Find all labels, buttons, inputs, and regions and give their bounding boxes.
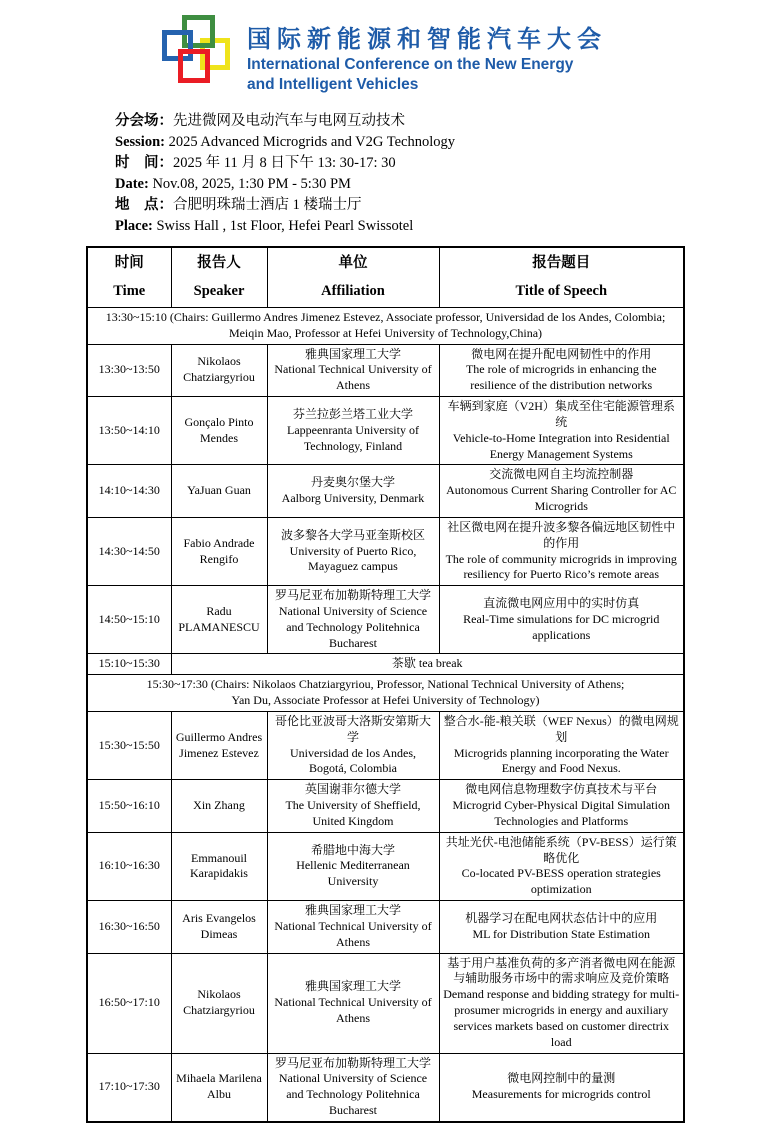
talk-row xyxy=(87,711,684,779)
talk-time-cell: 13:30~13:50 xyxy=(87,344,171,396)
schedule-table-wrap xyxy=(86,246,765,1123)
conference-brand-header xyxy=(0,0,765,95)
talk-title-en: Autonomous Current Sharing Controller for AC Microgrids xyxy=(446,483,677,514)
talk-row xyxy=(87,397,684,465)
talk-title-cn: 共址光伏-电池储能系统（PV-BESS）运行策略优化 xyxy=(445,834,677,865)
talk-row xyxy=(87,953,684,1053)
talk-row xyxy=(87,517,684,585)
header-speaker xyxy=(171,247,267,308)
talk-speaker-cell: Guillermo Andres Jimenez Estevez xyxy=(171,711,267,779)
header-speaker-cn: 报告人 xyxy=(197,254,241,271)
affiliation-cn: 哥伦比亚波哥大洛斯安第斯大学 xyxy=(274,713,431,744)
talk-speaker-cell: Emmanouil Karapidakis xyxy=(171,832,267,900)
header-title xyxy=(439,247,684,308)
conference-title-cn: 国际新能源和智能汽车大会 xyxy=(247,27,607,53)
talk-time-cell: 15:50~16:10 xyxy=(87,780,171,832)
header-affiliation-en: Affiliation xyxy=(321,282,385,299)
talk-title-cn: 微电网在提升配电网韧性中的作用 xyxy=(471,346,652,361)
break-row xyxy=(87,654,684,675)
header-time-en: Time xyxy=(113,282,146,299)
talk-title-cn: 整合水-能-粮关联（WEF Nexus）的微电网规划 xyxy=(443,713,679,744)
talk-title-cn: 交流微电网自主均流控制器 xyxy=(489,467,634,482)
place-label-en: Place: xyxy=(115,217,153,234)
affiliation-en: National Technical University of Athens xyxy=(274,362,432,393)
affiliation-cn: 英国谢菲尔德大学 xyxy=(304,782,401,797)
talk-affiliation-cell xyxy=(267,465,439,517)
conference-title-en-line1: International Conference on the New Energy xyxy=(247,56,574,73)
talk-affiliation-cell xyxy=(267,517,439,585)
schedule-table-head xyxy=(87,247,684,308)
session-info-block xyxy=(115,111,765,237)
talk-row xyxy=(87,586,684,654)
talk-title-cell xyxy=(439,344,684,396)
session-line-cn xyxy=(115,111,765,132)
talk-title-cell xyxy=(439,780,684,832)
talk-time-cell: 17:10~17:30 xyxy=(87,1053,171,1122)
date-label-en: Date: xyxy=(115,175,149,192)
talk-speaker-cell: Radu PLAMANESCU xyxy=(171,586,267,654)
date-value-en: Nov.08, 2025, 1:30 PM - 5:30 PM xyxy=(148,175,351,192)
session-label-en: Session: xyxy=(115,133,165,150)
affiliation-en: National University of Science and Technology Politehnica Bucharest xyxy=(278,603,428,650)
affiliation-en: Hellenic Mediterranean University xyxy=(296,858,410,889)
talk-row xyxy=(87,465,684,517)
talk-affiliation-cell xyxy=(267,397,439,465)
schedule-table-body xyxy=(87,307,684,1121)
talk-title-en: ML for Distribution State Estimation xyxy=(472,926,651,941)
talk-affiliation-cell xyxy=(267,344,439,396)
talk-row xyxy=(87,344,684,396)
chair-line-text: Yan Du, Associate Professor at Hefei University of Technology) xyxy=(231,693,540,708)
affiliation-cn: 罗马尼亚布加勒斯特理工大学 xyxy=(274,1055,431,1070)
affiliation-cn: 雅典国家理工大学 xyxy=(304,979,401,994)
talk-title-cn: 车辆到家庭（V2H）集成至住宅能源管理系统 xyxy=(447,399,675,429)
header-title-en: Title of Speech xyxy=(515,282,608,299)
place-line-en xyxy=(115,216,765,237)
talk-time-cell: 14:50~15:10 xyxy=(87,586,171,654)
session-line-en xyxy=(115,132,765,153)
conference-title-block xyxy=(247,13,607,95)
talk-time-cell: 14:30~14:50 xyxy=(87,517,171,585)
header-affiliation-cn: 单位 xyxy=(338,254,368,271)
talk-time-cell: 15:30~15:50 xyxy=(87,711,171,779)
talk-title-en: Real-Time simulations for DC microgrid applications xyxy=(463,611,660,642)
session-chairs-cell xyxy=(87,675,684,712)
session-label-cn: 分会场： xyxy=(115,112,173,129)
talk-time-cell: 16:50~17:10 xyxy=(87,953,171,1053)
session-value-cn: 先进微网及电动汽车与电网互动技术 xyxy=(173,112,405,129)
place-line-cn xyxy=(115,195,765,216)
break-time-cell: 15:10~15:30 xyxy=(87,654,171,675)
affiliation-en: National Technical University of Athens xyxy=(274,995,432,1025)
logo-red-square xyxy=(178,49,210,83)
chair-row xyxy=(87,675,684,712)
affiliation-cn: 雅典国家理工大学 xyxy=(304,346,401,361)
talk-affiliation-cell xyxy=(267,780,439,832)
talk-time-cell: 16:10~16:30 xyxy=(87,832,171,900)
session-value-en: 2025 Advanced Microgrids and V2G Technology xyxy=(164,133,455,150)
conference-logo-icon xyxy=(158,13,238,91)
talk-affiliation-cell xyxy=(267,901,439,953)
talk-title-cell xyxy=(439,1053,684,1122)
date-line-en xyxy=(115,174,765,195)
talk-title-en: Microgrid Cyber-Physical Digital Simulation Technologies and Platforms xyxy=(452,798,670,828)
chair-line-text: 15:30~17:30 (Chairs: Nikolaos Chatziargyriou, Professor, National Technical University of Athens; xyxy=(146,677,625,692)
session-chairs-cell xyxy=(87,307,684,344)
talk-title-cell xyxy=(439,586,684,654)
affiliation-cn: 丹麦奥尔堡大学 xyxy=(310,475,395,490)
header-title-cn: 报告题目 xyxy=(532,254,591,271)
talk-affiliation-cell xyxy=(267,832,439,900)
time-label-cn: 时 间： xyxy=(115,154,173,171)
schedule-table xyxy=(86,246,685,1123)
talk-title-cn: 微电网控制中的量测 xyxy=(507,1071,616,1086)
affiliation-cn: 希腊地中海大学 xyxy=(310,842,395,857)
header-speaker-en: Speaker xyxy=(193,282,245,299)
talk-title-cell xyxy=(439,517,684,585)
talk-speaker-cell: Fabio Andrade Rengifo xyxy=(171,517,267,585)
talk-title-cn: 微电网信息物理数字仿真技术与平台 xyxy=(465,782,658,797)
talk-title-cn: 基于用户基准负荷的多产消者微电网在能源与辅助服务市场中的需求响应及竞价策略 xyxy=(447,955,676,986)
header-row xyxy=(87,247,684,308)
header-affiliation xyxy=(267,247,439,308)
talk-affiliation-cell xyxy=(267,953,439,1053)
affiliation-en: National Technical University of Athens xyxy=(274,918,432,949)
place-label-cn: 地 点： xyxy=(115,196,173,213)
talk-title-cn: 直流微电网应用中的实时仿真 xyxy=(483,596,640,611)
talk-title-en: The role of community microgrids in improving resiliency for Puerto Rico’s remote areas xyxy=(445,551,677,582)
talk-time-cell: 16:30~16:50 xyxy=(87,901,171,953)
affiliation-en: Universidad de los Andes, Bogotá, Colombia xyxy=(290,745,416,776)
talk-speaker-cell: Nikolaos Chatziargyriou xyxy=(171,344,267,396)
affiliation-cn: 芬兰拉彭兰塔工业大学 xyxy=(292,406,413,421)
header-time xyxy=(87,247,171,308)
talk-row xyxy=(87,901,684,953)
chair-line-text: 13:30~15:10 (Chairs: Guillermo Andres Jimenez Estevez, Associate professor, Universidad de los Andes, Colombia; xyxy=(105,309,666,324)
talk-time-cell: 13:50~14:10 xyxy=(87,397,171,465)
talk-title-cell xyxy=(439,711,684,779)
talk-affiliation-cell xyxy=(267,586,439,654)
talk-speaker-cell: Aris Evangelos Dimeas xyxy=(171,901,267,953)
time-line-cn xyxy=(115,153,765,174)
talk-speaker-cell: Gonçalo Pinto Mendes xyxy=(171,397,267,465)
talk-title-cn: 社区微电网在提升波多黎各偏远地区韧性中的作用 xyxy=(447,519,676,550)
talk-title-en: The role of microgrids in enhancing the resilience of the distribution networks xyxy=(465,362,657,393)
talk-title-en: Microgrids planning incorporating the Water Energy and Food Nexus. xyxy=(453,745,669,776)
affiliation-cn: 波多黎各大学马亚奎斯校区 xyxy=(280,527,425,542)
place-value-en: Swiss Hall , 1st Floor, Hefei Pearl Swissotel xyxy=(152,217,414,234)
talk-title-cell xyxy=(439,465,684,517)
talk-title-cell xyxy=(439,901,684,953)
affiliation-en: The University of Sheffield, United Kingdom xyxy=(285,798,421,828)
time-value-cn: 2025 年 11 月 8 日下午 13: 30-17: 30 xyxy=(173,154,396,171)
talk-speaker-cell: YaJuan Guan xyxy=(171,465,267,517)
conference-title-en-line2: and Intelligent Vehicles xyxy=(247,76,419,94)
affiliation-en: Aalborg University, Denmark xyxy=(281,491,425,506)
talk-title-cell xyxy=(439,832,684,900)
affiliation-en: National University of Science and Technology Politehnica Bucharest xyxy=(278,1071,428,1117)
chair-line-text: Meiqin Mao, Professor at Hefei University of Technology,China) xyxy=(228,325,543,340)
talk-speaker-cell: Xin Zhang xyxy=(171,780,267,832)
affiliation-cn: 罗马尼亚布加勒斯特理工大学 xyxy=(274,588,431,603)
talk-speaker-cell: Mihaela Marilena Albu xyxy=(171,1053,267,1122)
affiliation-en: Lappeenranta University of Technology, Finland xyxy=(287,422,419,453)
talk-row xyxy=(87,780,684,832)
talk-affiliation-cell xyxy=(267,1053,439,1122)
talk-title-en: Demand response and bidding strategy for multi-prosumer microgrids in energy and auxiliary services markets based on customer directrix load xyxy=(443,987,680,1049)
affiliation-en: University of Puerto Rico, Mayaguez campus xyxy=(289,543,417,574)
talk-title-cell xyxy=(439,953,684,1053)
talk-title-en: Measurements for microgrids control xyxy=(471,1087,651,1102)
talk-row xyxy=(87,832,684,900)
talk-row xyxy=(87,1053,684,1122)
talk-title-en: Vehicle-to-Home Integration into Residential Energy Management Systems xyxy=(452,430,670,461)
talk-affiliation-cell xyxy=(267,711,439,779)
talk-speaker-cell: Nikolaos Chatziargyriou xyxy=(171,953,267,1053)
talk-time-cell: 14:10~14:30 xyxy=(87,465,171,517)
talk-title-en: Co-located PV-BESS operation strategies optimization xyxy=(461,866,661,897)
affiliation-cn: 雅典国家理工大学 xyxy=(304,903,401,918)
chair-row xyxy=(87,307,684,344)
talk-title-cell xyxy=(439,397,684,465)
talk-title-cn: 机器学习在配电网状态估计中的应用 xyxy=(465,910,658,925)
header-time-cn: 时间 xyxy=(114,254,144,271)
place-value-cn: 合肥明珠瑞士酒店 1 楼瑞士厅 xyxy=(173,196,362,213)
break-label-cell: 茶歇 tea break xyxy=(171,654,684,675)
